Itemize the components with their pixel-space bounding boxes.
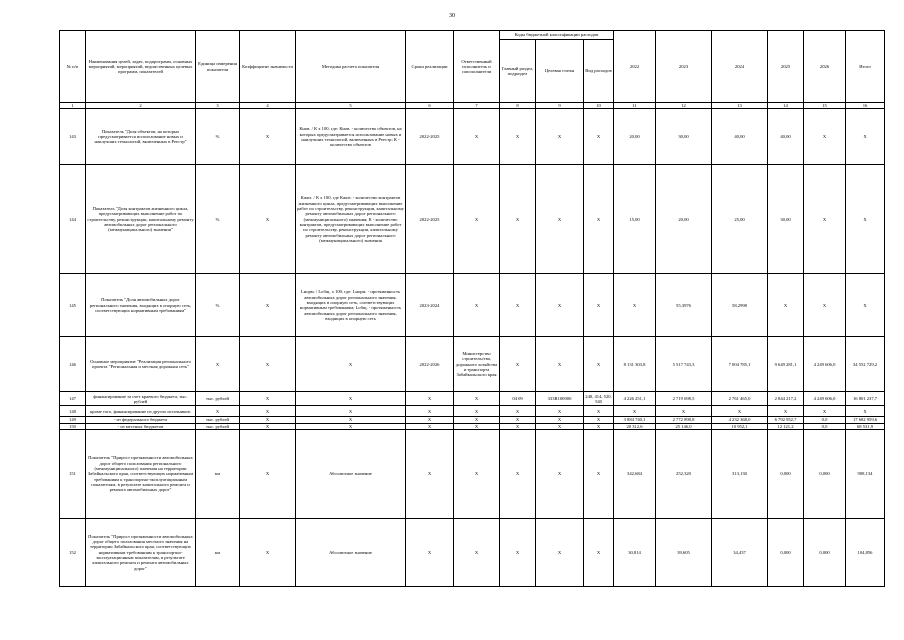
table-row	[60, 165, 885, 274]
cell-2023: 20,00	[656, 165, 712, 274]
cell-name: Показатель "Доля автомобильных дорог регионального значения, входящих в опорную сеть, соответствующих нормативным требованиям"	[86, 274, 196, 337]
cell-executor: X	[454, 109, 500, 165]
header-name: Наименования целей, задач, подпрограмм, основных мероприятий, мероприятий, ведомственных целевых программ, показателей	[86, 31, 196, 103]
cell-coef: X	[240, 109, 296, 165]
cell-total: 16 801 237,7	[846, 392, 885, 406]
cell-coef: X	[240, 274, 296, 337]
cell-total: 104,856	[846, 518, 885, 586]
cell-coef: X	[240, 518, 296, 586]
cell-coef: X	[240, 417, 296, 423]
column-number: 6	[406, 103, 454, 109]
cell-expense-type: X	[584, 429, 614, 518]
cell-coef: X	[240, 406, 296, 417]
cell-num: 151	[60, 429, 86, 518]
header-kbk-group: Коды бюджетной классификации расходов	[500, 31, 614, 40]
cell-method: X	[296, 406, 406, 417]
column-number: 5	[296, 103, 406, 109]
cell-method: Кжиз. / К x 100, где Кжиз. - количество контрактов жизненного цикла, предусматривающих выполнение работ по строительству, реконструкции, капитальному ремонту автомобильных дорог регионального (межмуниципального) значения; К - количество контрактов, предусматривающих выполнение работ по строительству, реконструкции, капитальному ремонту автомобильных дорог регионального (межмуниципального) значения	[296, 165, 406, 274]
cell-terms: 2022-2025	[406, 165, 454, 274]
cell-coef: X	[240, 392, 296, 406]
table-row	[60, 109, 885, 165]
cell-2025: 30,00	[768, 165, 804, 274]
cell-target-article: X	[536, 518, 584, 586]
cell-2025: 0,000	[768, 429, 804, 518]
cell-name: Показатель "Доля контрактов жизненного цикла, предусматривающих выполнение работ по строительству, реконструкции, капитальному ремонту автомобильных дорог регионального (межмуниципального) значения"	[86, 165, 196, 274]
cell-name: - из федерального бюджета	[86, 417, 196, 423]
cell-2025: 0,000	[768, 518, 804, 586]
table-row	[60, 274, 885, 337]
cell-expense-type: 240, 414, 520, 540	[585, 393, 612, 404]
cell-expense-type: X	[584, 165, 614, 274]
cell-target-article: X	[536, 165, 584, 274]
cell-2025: 12 121,2	[768, 423, 804, 429]
cell-2026: X	[804, 109, 846, 165]
cell-expense-type: X	[584, 109, 614, 165]
column-number: 16	[846, 103, 885, 109]
cell-expense-type: X	[584, 337, 614, 392]
cell-2022: 20 312,6	[614, 423, 656, 429]
header-glava: Главный раздел, подраздел	[500, 40, 536, 103]
cell-2023: 30,00	[656, 109, 712, 165]
cell-2026: 0,000	[804, 429, 846, 518]
cell-2025: 9 649 281,1	[768, 337, 804, 392]
cell-2026: 4 249 606,0	[804, 392, 846, 406]
header-2026: 2026	[804, 31, 846, 103]
cell-2023: 252,320	[656, 429, 712, 518]
cell-glava: X	[500, 429, 536, 518]
cell-executor: X	[454, 274, 500, 337]
cell-2022: 8 131 303,8	[614, 337, 656, 392]
cell-name: Показатель "Прирост протяженности автомобильных дорог общего пользования местного значения на территории Забайкальского края, соответствующих нормативным требованиям к транспортно-эксплуатационным показателям, в результате капитального ремонта и ремонта автомобильных дорог"	[86, 518, 196, 586]
cell-num: 146	[60, 337, 86, 392]
cell-2023: X	[656, 406, 712, 417]
cell-2025: X	[768, 274, 804, 337]
cell-target-article: X	[536, 429, 584, 518]
cell-unit: км	[196, 429, 240, 518]
cell-2026: X	[804, 274, 846, 337]
table-row	[60, 429, 885, 518]
column-number: 8	[500, 103, 536, 109]
cell-target-article: X	[536, 406, 584, 417]
header-executor: Ответственный исполнитель и соисполнители	[454, 31, 500, 103]
cell-coef: X	[240, 337, 296, 392]
cell-2025: 40,00	[768, 109, 804, 165]
header-row	[60, 31, 885, 40]
header-2025: 2025	[768, 31, 804, 103]
header-2023: 2023	[656, 31, 712, 103]
header-2024: 2024	[712, 31, 768, 103]
cell-terms: 2022-2025	[406, 109, 454, 165]
program-table	[59, 30, 885, 587]
cell-num: 144	[60, 165, 86, 274]
cell-target-article: X	[536, 423, 584, 429]
cell-2022: 3 884 740,1	[614, 417, 656, 423]
cell-2024: 58,2998	[712, 274, 768, 337]
cell-2024: 34,437	[712, 518, 768, 586]
header-expense-type: Вид расходов	[584, 40, 614, 103]
cell-glava: X	[500, 518, 536, 586]
cell-2023: 55,3976	[656, 274, 712, 337]
column-number: 14	[768, 103, 804, 109]
cell-method: X	[296, 417, 406, 423]
cell-2022: X	[614, 274, 656, 337]
cell-2024: 7 004 785,1	[712, 337, 768, 392]
cell-terms: 2022-2026	[406, 337, 454, 392]
cell-2024: 4 232 368,0	[712, 417, 768, 423]
column-number: 10	[584, 103, 614, 109]
cell-unit: %	[196, 274, 240, 337]
cell-total: 68 531,9	[846, 423, 885, 429]
cell-2022: 4 226 251,1	[614, 392, 656, 406]
cell-2024: 2 761 465,0	[712, 392, 768, 406]
cell-glava: X	[500, 337, 536, 392]
cell-glava: X	[500, 165, 536, 274]
cell-num: 143	[60, 109, 86, 165]
header-2022: 2022	[614, 31, 656, 103]
cell-name: Основное мероприятие "Реализация регионального проекта "Региональная и местная дорожная сеть"	[86, 337, 196, 392]
cell-unit: X	[196, 406, 240, 417]
cell-unit: X	[196, 337, 240, 392]
header-method: Методика расчета показателя	[296, 31, 406, 103]
column-number: 1	[60, 103, 86, 109]
cell-executor: X	[454, 429, 500, 518]
cell-2022: 15,00	[614, 165, 656, 274]
table-row	[60, 406, 885, 417]
cell-2022: 20,00	[614, 109, 656, 165]
cell-terms: X	[406, 406, 454, 417]
cell-total: X	[846, 406, 885, 417]
cell-expense-type: X	[584, 274, 614, 337]
cell-2025: X	[768, 406, 804, 417]
cell-num: 150	[60, 423, 86, 429]
cell-unit: %	[196, 109, 240, 165]
column-number: 9	[536, 103, 584, 109]
cell-method: X	[296, 337, 406, 392]
cell-executor: X	[454, 406, 500, 417]
cell-terms: X	[406, 417, 454, 423]
cell-2026: 0,000	[804, 518, 846, 586]
cell-glava: X	[500, 109, 536, 165]
cell-2023: 5 517 743,3	[656, 337, 712, 392]
column-number: 4	[240, 103, 296, 109]
cell-num: 145	[60, 274, 86, 337]
cell-2026: X	[804, 165, 846, 274]
cell-unit: тыс. рублей	[196, 417, 240, 423]
cell-expense-type: X	[584, 406, 614, 417]
column-number: 11	[614, 103, 656, 109]
cell-2024: 313,130	[712, 429, 768, 518]
cell-2025: 2 844 217,2	[768, 392, 804, 406]
cell-glava: 04 09	[500, 392, 536, 406]
cell-2026: X	[804, 406, 846, 417]
cell-target-article: X	[536, 337, 584, 392]
column-number: 13	[712, 103, 768, 109]
cell-glava: X	[500, 423, 536, 429]
cell-2023: 39,605	[656, 518, 712, 586]
cell-name: Показатель "Прирост протяженности автомобильных дорог общего пользования регионального (межмуниципального) значения на территории Забайкальского края, соответствующих нормативным требованиям к транспортно-эксплуатационным показателям, в результате капитального ремонта и ремонта автомобильных дорог"	[86, 429, 196, 518]
cell-num: 149	[60, 417, 86, 423]
cell-glava: X	[500, 274, 536, 337]
cell-unit: тыс. рублей	[196, 423, 240, 429]
cell-name: финансирование за счет краевого бюджета, тыс. рублей	[86, 392, 196, 406]
cell-name: кроме того, финансирование из других источников:	[86, 406, 196, 417]
column-number: 3	[196, 103, 240, 109]
cell-num: 148	[60, 406, 86, 417]
cell-num: 147	[60, 392, 86, 406]
header-terms: Сроки реализации	[406, 31, 454, 103]
cell-total: 908,134	[846, 429, 885, 518]
column-number: 12	[656, 103, 712, 109]
cell-method: Абсолютное значение	[296, 518, 406, 586]
cell-2024: X	[712, 406, 768, 417]
cell-2026: 0,0	[804, 417, 846, 423]
cell-total: 34 552 729,2	[846, 337, 885, 392]
cell-method: X	[296, 423, 406, 429]
cell-terms: 2023-2024	[406, 274, 454, 337]
header-target-article: Целевая статья	[536, 40, 584, 103]
cell-2022: 30,814	[614, 518, 656, 586]
cell-2025: 6 792 952,7	[768, 417, 804, 423]
header-total: Итого	[846, 31, 885, 103]
header-coef: Коэффициент значимости	[240, 31, 296, 103]
cell-method: X	[296, 392, 406, 406]
cell-expense-type: X	[584, 423, 614, 429]
cell-executor: X	[454, 392, 500, 406]
cell-method: Кнов. / К x 100, где: Кнов. - количество объектов, на которых предусматривается использование новых и наилучших технологий, включенных в Реестр; К - количество объектов	[296, 109, 406, 165]
cell-2026: 0,0	[804, 423, 846, 429]
cell-coef: X	[240, 429, 296, 518]
cell-executor: Министерство строительства, дорожного хозяйства и транспорта Забайкальского края	[454, 337, 500, 392]
cell-total: X	[846, 109, 885, 165]
cell-glava: X	[500, 406, 536, 417]
cell-unit: тыс. рублей	[196, 392, 240, 406]
cell-terms: X	[406, 429, 454, 518]
page-number: 30	[449, 13, 455, 19]
cell-total: 17 682 959,6	[846, 417, 885, 423]
cell-2023: 2 719 698,5	[656, 392, 712, 406]
cell-unit: км	[196, 518, 240, 586]
cell-terms: X	[406, 423, 454, 429]
cell-2026: 4 249 606,0	[804, 337, 846, 392]
cell-2024: 10 952,1	[712, 423, 768, 429]
cell-target-article: X	[536, 274, 584, 337]
cell-2023: 2 772 898,8	[656, 417, 712, 423]
cell-2022: X	[614, 406, 656, 417]
cell-terms: X	[406, 518, 454, 586]
cell-target-article: 333R100000	[536, 392, 584, 406]
cell-total: X	[846, 274, 885, 337]
header-unit: Единица измерения показателя	[196, 31, 240, 103]
table-body	[60, 109, 885, 587]
cell-name: - из местных бюджетов	[86, 423, 196, 429]
cell-num: 152	[60, 518, 86, 586]
table-row	[60, 518, 885, 586]
cell-expense-type: X	[584, 417, 614, 423]
cell-target-article: X	[536, 417, 584, 423]
header-num: № п/п	[60, 31, 86, 103]
cell-target-article: X	[536, 109, 584, 165]
cell-method: Абсолютное значение	[296, 429, 406, 518]
cell-glava: X	[500, 417, 536, 423]
cell-coef: X	[240, 423, 296, 429]
cell-2022: 342,684	[614, 429, 656, 518]
cell-coef: X	[240, 165, 296, 274]
cell-executor: X	[454, 417, 500, 423]
cell-2024: 25,00	[712, 165, 768, 274]
column-number: 2	[86, 103, 196, 109]
cell-executor: X	[454, 518, 500, 586]
table-row	[60, 337, 885, 392]
cell-method: Lнорм. / Lобщ. x 100, где: Lнорм. - протяженность автомобильных дорог регионального значения, входящих в опорную сеть, соответствующих нормативным требованиям; Lобщ. - протяженность автомобильных дорог регионального значения, входящих в опорную сеть	[296, 274, 406, 337]
cell-2024: 40,00	[712, 109, 768, 165]
cell-executor: X	[454, 165, 500, 274]
cell-expense-type: X	[584, 518, 614, 586]
cell-name: Показатель "Доля объектов, на которых предусматривается использование новых и наилучших технологий, включенных в Реестр"	[86, 109, 196, 165]
cell-unit: %	[196, 165, 240, 274]
cell-executor: X	[454, 423, 500, 429]
cell-terms: X	[406, 392, 454, 406]
cell-total: X	[846, 165, 885, 274]
column-number: 15	[804, 103, 846, 109]
cell-2023: 25 146,0	[656, 423, 712, 429]
table-row	[60, 392, 885, 406]
column-number: 7	[454, 103, 500, 109]
